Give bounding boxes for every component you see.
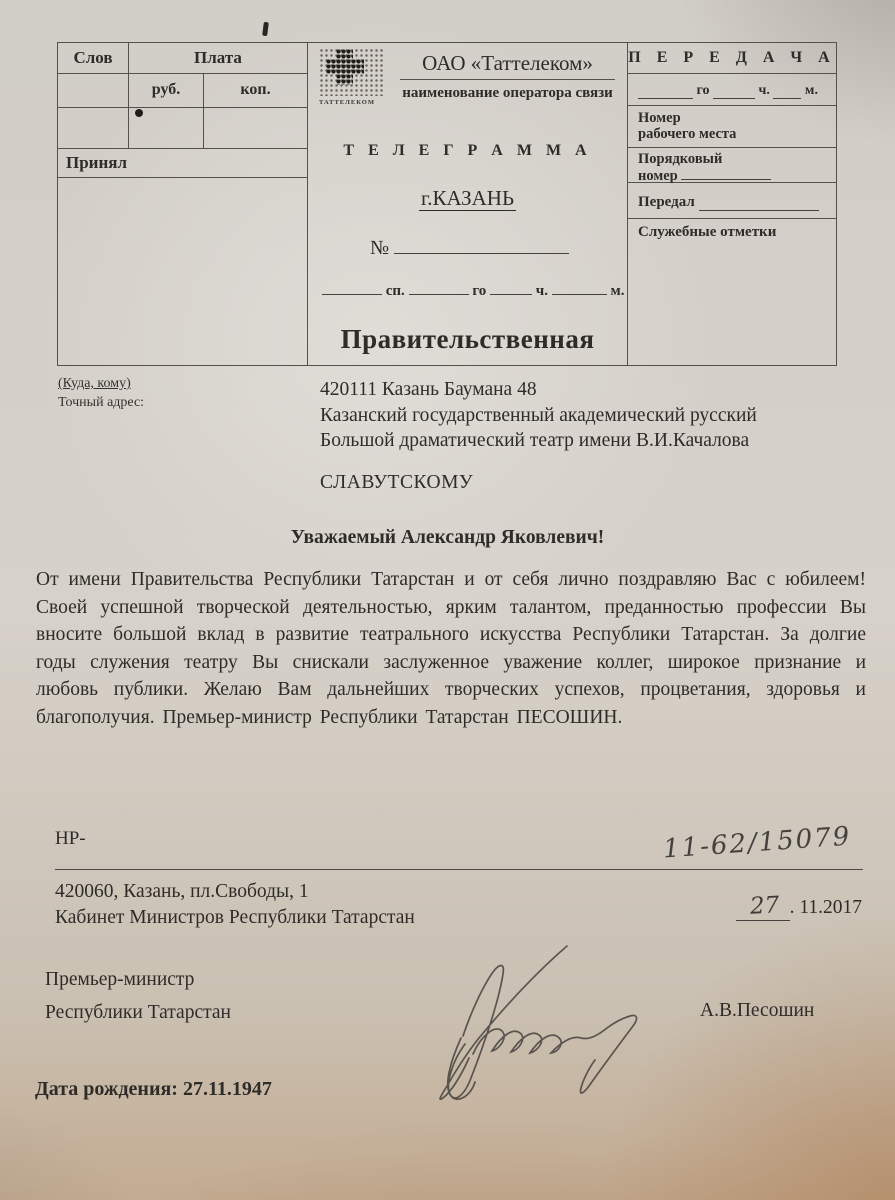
payment-label: Плата — [194, 48, 242, 67]
handwritten-registration-number: 11-62/15079 — [661, 821, 852, 865]
blank-line — [552, 282, 607, 295]
address-caption — [58, 374, 144, 412]
document-type-title: Т Е Л Е Г Р А М М А — [343, 142, 592, 159]
blank-line — [713, 86, 755, 99]
ordinal-label-line1: Порядковый — [638, 151, 723, 167]
operator-caption: наименование оператора связи — [402, 85, 613, 101]
number-sign: № — [370, 237, 390, 259]
exact-address-label: Точный адрес: — [58, 395, 145, 410]
number-blank-line — [394, 241, 569, 254]
kop-value-cell — [204, 108, 307, 148]
accepted-label: Принял — [58, 149, 307, 178]
signature-icon — [417, 938, 657, 1106]
telegram-category: Правительственная — [340, 324, 595, 354]
date-field — [736, 893, 862, 921]
minute-label: м. — [804, 83, 818, 98]
recipient-address — [320, 377, 757, 454]
tattelecom-logo — [319, 48, 385, 110]
payment-header-row — [58, 43, 307, 74]
city-label: г.КАЗАНЬ — [420, 186, 515, 210]
address-line: Большой драматический театр имени В.И.Качалова — [320, 430, 750, 451]
telegram-text: От имени Правительства Республики Татарстан и от себя лично поздравляю Вас с юбилеем! Своей успешной творческой деятельностью, ярким талантом, преданностью профессии Вы вносите большой вклад в развитие театрального искусства Республики Татарстан. За долгие годы служения театру Вы снискали заслуженное уважение коллег, широкое признание и любовь публики. Желаю Вам дальнейших творческих успехов, процветания, здоровья и благополучия. Премьер-министр Республики Татарстан ПЕСОШИН. — [36, 569, 866, 728]
kop-label: коп. — [240, 81, 271, 98]
amount-row — [58, 108, 307, 149]
handwritten-day-underline — [736, 893, 789, 921]
hour-label: ч. — [535, 283, 548, 299]
address-line: Казанский государственный академический русский — [320, 404, 757, 426]
words-value-cell — [58, 74, 129, 107]
go-label: го — [472, 283, 487, 299]
ordinal-number-field — [628, 148, 836, 183]
payment-panel — [58, 43, 308, 365]
salutation: Уважаемый Александр Яковлевич! — [290, 527, 605, 548]
ordinal-label-line2 — [638, 167, 826, 184]
ink-dot — [135, 109, 143, 117]
blank-line — [681, 167, 771, 180]
blank-line — [773, 86, 801, 99]
operator-heading — [396, 51, 619, 102]
accepted-value-area — [58, 178, 307, 365]
nr-label: НР- — [55, 828, 86, 849]
empty-cell — [58, 108, 129, 148]
hour-label: ч. — [758, 83, 770, 98]
fold-line — [55, 869, 863, 870]
signer-title — [45, 963, 231, 1029]
signature-scrawl — [417, 938, 657, 1111]
blank-line — [699, 198, 819, 211]
signer-name: А.В.Песошин — [700, 1000, 815, 1021]
workplace-label-line1: Номер — [638, 110, 681, 126]
blank-line — [409, 282, 469, 295]
logo-cross-icon — [326, 59, 364, 74]
currency-row — [58, 74, 307, 108]
sp-label: сп. — [385, 283, 405, 299]
birthdate-note: Дата рождения: 27.11.1947 — [35, 1078, 272, 1100]
logo-caption: ТАТТЕЛЕКОМ — [319, 99, 375, 106]
kuda-label: (Куда, кому) — [58, 376, 131, 391]
rub-value-cell — [129, 108, 204, 148]
sender-address — [55, 879, 415, 931]
blank-line — [490, 282, 532, 295]
telegram-form-header — [57, 42, 837, 366]
blank-line — [322, 282, 382, 295]
recipient-name: СЛАВУТСКОМУ — [320, 472, 474, 493]
date-printed: . 11.2017 — [789, 897, 862, 918]
handed-by-field — [628, 183, 836, 219]
transmission-title: П Е Р Е Д А Ч А — [628, 43, 836, 74]
transmission-time-row — [628, 74, 836, 106]
rub-label: руб. — [129, 74, 204, 107]
address-line: 420111 Казань Баумана 48 — [320, 379, 537, 400]
workplace-label-line2: рабочего места — [638, 126, 737, 142]
pen-mark — [262, 22, 269, 37]
logo-dots-icon — [319, 48, 383, 96]
blank-line — [638, 86, 693, 99]
sp-time-row — [322, 282, 627, 300]
handwritten-day: 27 — [749, 892, 781, 920]
operator-name: ОАО «Таттелеком» — [422, 51, 593, 75]
number-row — [370, 237, 627, 260]
workplace-number-field — [628, 106, 836, 148]
telegram-center-panel — [308, 43, 628, 365]
words-label: Слов — [58, 43, 129, 73]
ordinal-label-text: номер — [638, 168, 678, 184]
service-notes-field: Служебные отметки — [638, 224, 777, 240]
handed-label: Передал — [638, 194, 695, 210]
go-label: го — [696, 83, 710, 98]
operator-rule — [400, 79, 615, 80]
minute-label: м. — [610, 283, 625, 299]
signer-title-line2: Республики Татарстан — [45, 1002, 231, 1023]
transmission-panel — [628, 43, 836, 365]
sender-address-line2: Кабинет Министров Республики Татарстан — [55, 907, 415, 928]
signer-title-line1: Премьер-министр — [45, 969, 195, 990]
sender-address-line1: 420060, Казань, пл.Свободы, 1 — [55, 881, 309, 902]
